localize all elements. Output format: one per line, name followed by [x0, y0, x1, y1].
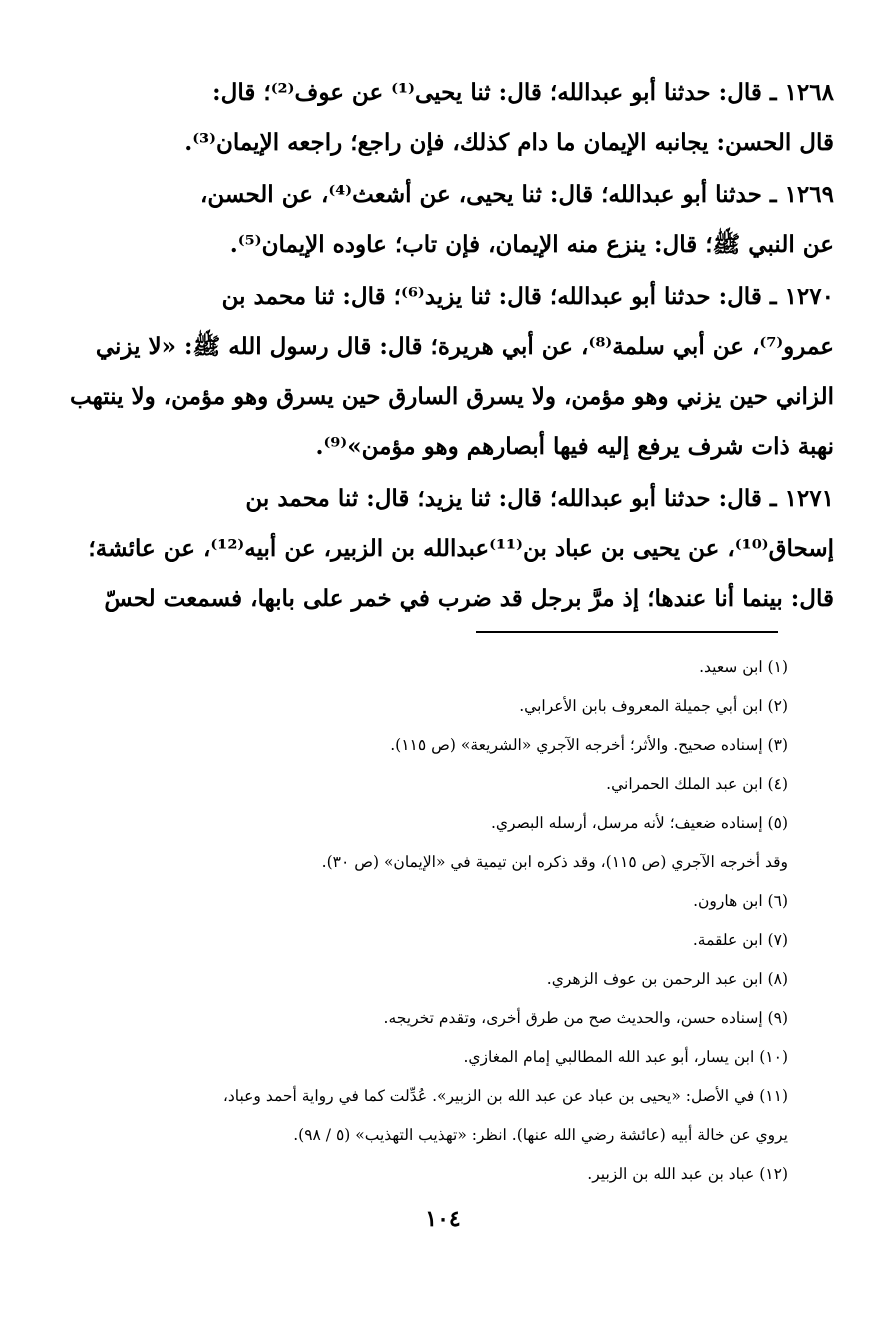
footnote: (٨) ابن عبد الرحمن بن عوف الزهري. — [546, 970, 788, 988]
hadith-1271 — [52, 474, 834, 624]
footnote: (١١) في الأصل: «يحيى بن عباد عن عبد الله بن الزبير». عُدِّلت كما في رواية أحمد وعباد، — [222, 1087, 788, 1105]
hadith-1269 — [52, 170, 834, 270]
hadith-line: نهبة ذات شرف يرفع إليه فيها أبصارهم وهو مؤمن»⁽⁹⁾. — [315, 433, 834, 460]
hadith-line: قال: بينما أنا عندها؛ إذ مرَّ برجل قد ضرب في خمر على بابها، فسمعت لحسّ — [104, 585, 834, 612]
footnote: (٢) ابن أبي جميلة المعروف بابن الأعرابي. — [519, 697, 788, 715]
footnote: (٥) إسناده ضعيف؛ لأنه مرسل، أرسله البصري. — [490, 814, 788, 832]
footnote-separator — [476, 631, 778, 633]
footnote: يروي عن خالة أبيه (عائشة رضي الله عنها). انظر: «تهذيب التهذيب» (٥ / ٩٨). — [293, 1126, 788, 1144]
hadith-line: إسحاق⁽¹⁰⁾، عن يحيى بن عباد بن⁽¹¹⁾عبدالله بن الزبير، عن أبيه⁽¹²⁾، عن عائشة؛ — [88, 535, 834, 562]
hadith-line: ١٢٦٩ ـ حدثنا أبو عبدالله؛ قال: ثنا يحيى، عن أشعث⁽⁴⁾، عن الحسن، — [200, 181, 834, 208]
footnote: (٦) ابن هارون. — [693, 892, 788, 910]
hadith-1268 — [52, 68, 834, 168]
footnote: (٧) ابن علقمة. — [692, 931, 788, 949]
hadith-line: عمرو⁽⁷⁾، عن أبي سلمة⁽⁸⁾، عن أبي هريرة؛ قال: قال رسول الله ﷺ: «لا يزني — [95, 333, 834, 360]
hadith-line: ١٢٧١ ـ قال: حدثنا أبو عبدالله؛ قال: ثنا يزيد؛ قال: ثنا محمد بن — [245, 485, 834, 512]
footnote: (٤) ابن عبد الملك الحمراني. — [606, 775, 788, 793]
footnote: (٣) إسناده صحيح. والأثر؛ أخرجه الآجري «الشريعة» (ص ١١٥). — [390, 736, 788, 754]
footnote: (١٢) عباد بن عبد الله بن الزبير. — [587, 1165, 788, 1183]
hadith-line: الزاني حين يزني وهو مؤمن، ولا يسرق السارق حين يسرق وهو مؤمن، ولا ينتهب — [70, 383, 834, 410]
hadith-line: قال الحسن: يجانبه الإيمان ما دام كذلك، فإن راجع؛ راجعه الإيمان⁽³⁾. — [184, 129, 834, 156]
main-text — [52, 68, 834, 626]
hadith-line: عن النبي ﷺ؛ قال: ينزع منه الإيمان، فإن تاب؛ عاوده الإيمان⁽⁵⁾. — [229, 231, 834, 258]
footnote: (٩) إسناده حسن، والحديث صح من طرق أخرى، وتقدم تخريجه. — [383, 1009, 788, 1027]
footnote: (١) ابن سعيد. — [699, 658, 788, 676]
page-number: ١٠٤ — [425, 1206, 461, 1232]
hadith-line: ١٢٦٨ ـ قال: حدثنا أبو عبدالله؛ قال: ثنا يحيى⁽¹⁾ عن عوف⁽²⁾؛ قال: — [212, 79, 834, 106]
footnote: وقد أخرجه الآجري (ص ١١٥)، وقد ذكره ابن تيمية في «الإيمان» (ص ٣٠). — [321, 853, 788, 871]
footnotes — [52, 648, 788, 1194]
hadith-1270 — [52, 272, 834, 472]
footnote: (١٠) ابن يسار، أبو عبد الله المطالبي إمام المغازي. — [463, 1048, 788, 1066]
hadith-line: ١٢٧٠ ـ قال: حدثنا أبو عبدالله؛ قال: ثنا يزيد⁽⁶⁾؛ قال: ثنا محمد بن — [221, 283, 834, 310]
